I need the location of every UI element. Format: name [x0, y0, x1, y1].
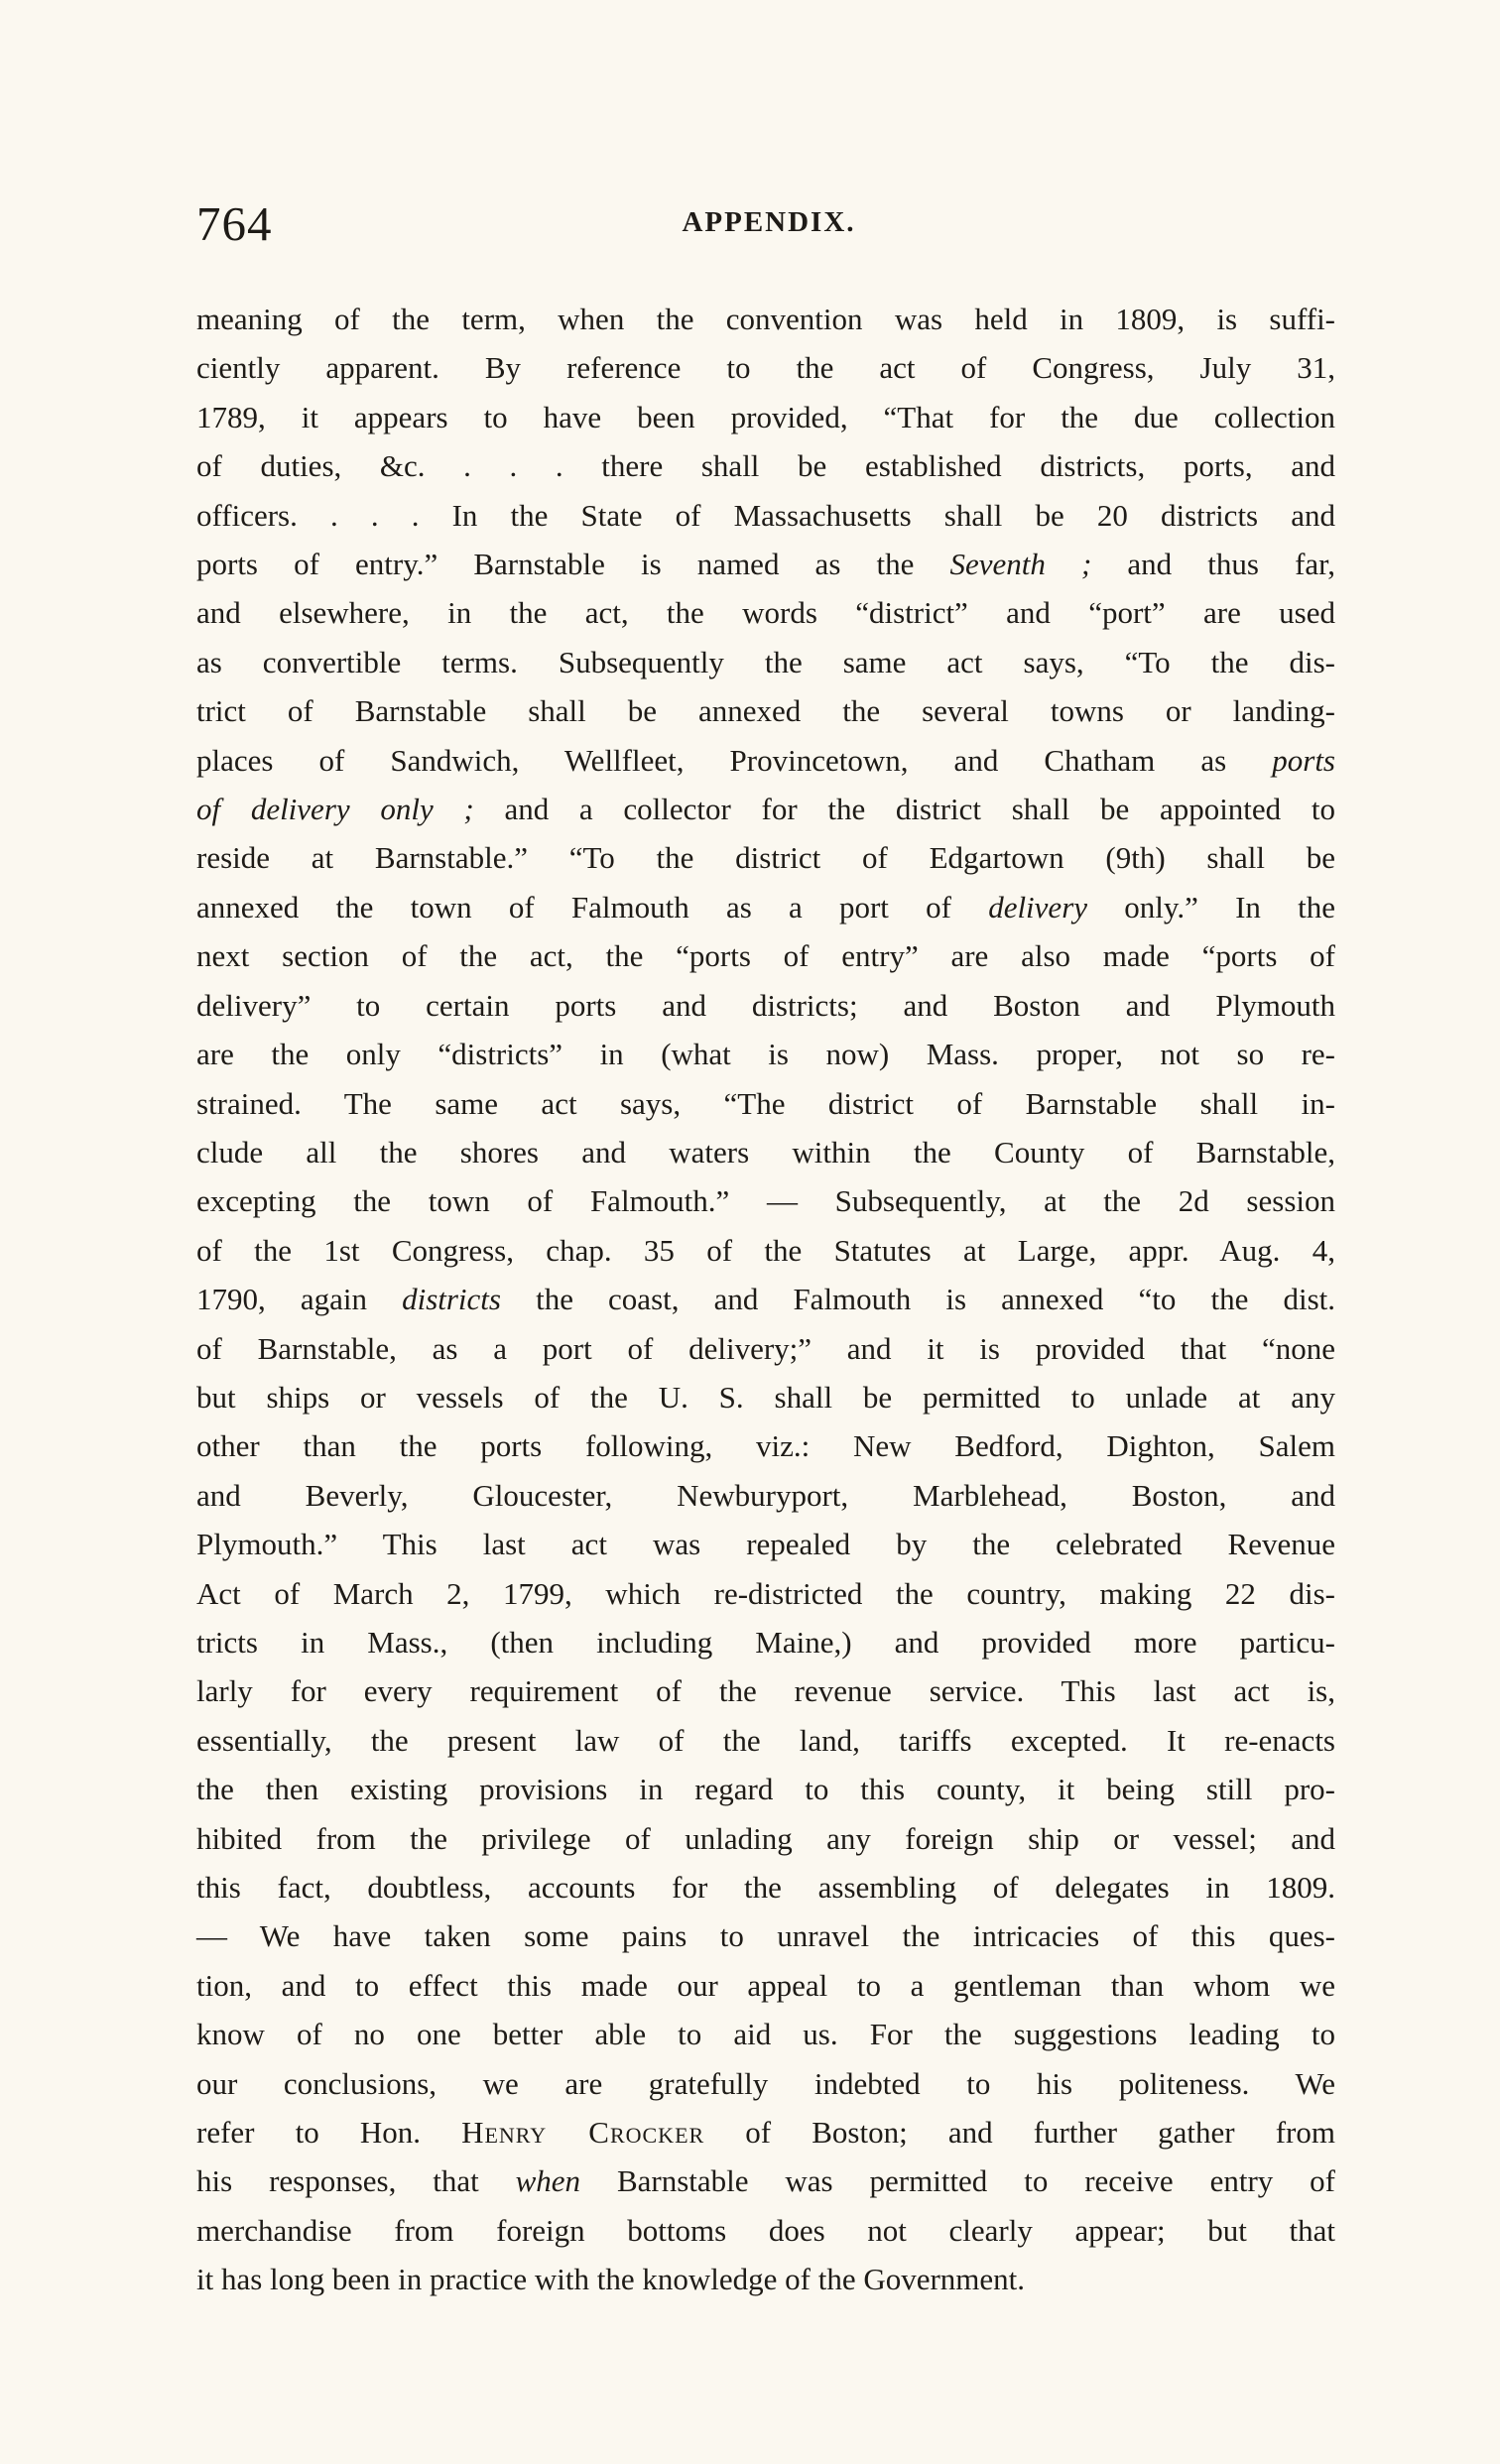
text-run: refer to Hon.	[196, 2115, 462, 2151]
text-line	[196, 931, 1335, 980]
text-run: ciently apparent. By reference to the act of Congress, July 31,	[196, 350, 1335, 386]
text-run: meaning of the term, when the convention was held in 1809, is suffi-	[196, 302, 1335, 336]
text-run: but ships or vessels of the U. S. shall be permitted to unlade at any	[196, 1379, 1335, 1415]
italic-text: Seventh ;	[949, 547, 1092, 582]
running-head: APPENDIX.	[682, 206, 856, 238]
text-line	[196, 981, 1335, 1030]
text-line	[196, 1079, 1335, 1128]
text-line	[196, 1618, 1335, 1666]
text-run: essentially, the present law of the land, tariffs excepted. It re-enacts	[196, 1722, 1335, 1758]
text-line	[196, 1814, 1335, 1863]
text-run: larly for every requirement of the revenue service. This last act is,	[196, 1673, 1335, 1709]
text-line	[196, 1863, 1335, 1911]
text-line	[196, 1324, 1335, 1373]
text-line	[196, 393, 1335, 441]
text-run: our conclusions, we are gratefully indebted to his politeness. We	[196, 2065, 1335, 2101]
text-line	[196, 2156, 1335, 2205]
small-caps-name: Henry Crocker	[461, 2115, 705, 2151]
text-run: the then existing provisions in regard to this county, it being still pro-	[196, 1772, 1335, 1807]
text-line	[196, 2206, 1335, 2255]
text-run: and elsewhere, in the act, the words “district” and “port” are used	[196, 595, 1335, 631]
text-run: and thus far,	[1091, 547, 1335, 582]
text-run: of duties, &c. . . . there shall be established districts, ports, and	[196, 448, 1335, 484]
body-text	[196, 295, 1335, 2304]
text-run: Plymouth.” This last act was repealed by the celebrated Revenue	[196, 1527, 1335, 1562]
text-run: Barnstable was permitted to receive entry of	[580, 2163, 1335, 2199]
text-line	[196, 1421, 1335, 1470]
text-run: as convertible terms. Subsequently the same act says, “To the dis-	[196, 644, 1335, 679]
text-run: it has long been in practice with the knowledge of the Government.	[196, 2262, 1026, 2297]
italic-text: districts	[402, 1282, 501, 1317]
page-header	[196, 194, 1341, 254]
text-line	[196, 2255, 1335, 2303]
text-run: and a collector for the district shall be appointed to	[473, 792, 1335, 827]
text-line	[196, 1226, 1335, 1275]
text-run: the coast, and Falmouth is annexed “to the dist.	[500, 1282, 1335, 1317]
text-line	[196, 1373, 1335, 1421]
text-line	[196, 686, 1335, 735]
text-run: — We have taken some pains to unravel the intricacies of this ques-	[196, 1918, 1335, 1954]
text-line	[196, 2059, 1335, 2108]
text-line	[196, 1176, 1335, 1225]
text-line	[196, 785, 1335, 833]
text-run: clude all the shores and waters within the County of Barnstable,	[196, 1134, 1335, 1170]
text-run: reside at Barnstable.” “To the district of Edgartown (9th) shall be	[196, 840, 1335, 876]
text-line	[196, 1716, 1335, 1765]
text-line	[196, 1911, 1335, 1960]
text-run: merchandise from foreign bottoms does not clearly appear; but that	[196, 2212, 1335, 2248]
text-line	[196, 1666, 1335, 1715]
text-line	[196, 833, 1335, 882]
italic-text: when	[515, 2163, 581, 2199]
text-line	[196, 2010, 1335, 2058]
text-run: his responses, that	[196, 2163, 516, 2199]
text-line	[196, 1520, 1335, 1568]
text-run: tricts in Mass., (then including Maine,) and provided more particu-	[196, 1624, 1335, 1660]
text-run: hibited from the privilege of unlading any foreign ship or vessel; and	[196, 1820, 1335, 1856]
page-number: 764	[196, 196, 273, 251]
text-run: of Boston; and further gather from	[704, 2115, 1335, 2151]
italic-text: of delivery only ;	[196, 792, 474, 827]
text-run: are the only “districts” in (what is now) Mass. proper, not so re-	[196, 1037, 1335, 1072]
text-run: 1789, it appears to have been provided, “That for the due collection	[196, 399, 1335, 434]
text-line	[196, 588, 1335, 637]
text-line	[196, 441, 1335, 490]
text-run: trict of Barnstable shall be annexed the several towns or landing-	[196, 693, 1335, 729]
text-run: Act of March 2, 1799, which re-districted the country, making 22 dis-	[196, 1575, 1335, 1611]
text-run: of the 1st Congress, chap. 35 of the Statutes at Large, appr. Aug. 4,	[196, 1232, 1335, 1268]
text-run: of Barnstable, as a port of delivery;” and it is provided that “none	[196, 1330, 1335, 1366]
text-line	[196, 1961, 1335, 2010]
text-line	[196, 1275, 1335, 1323]
text-line	[196, 1765, 1335, 1813]
text-run: officers. . . . In the State of Massachusetts shall be 20 districts and	[196, 497, 1335, 533]
text-line	[196, 1569, 1335, 1618]
text-line	[196, 1128, 1335, 1176]
text-run: excepting the town of Falmouth.” — Subsequently, at the 2d session	[196, 1183, 1335, 1219]
text-line	[196, 343, 1335, 392]
text-line	[196, 295, 1335, 343]
text-line	[196, 2108, 1335, 2156]
text-run: only.” In the	[1087, 889, 1335, 924]
text-run: delivery” to certain ports and districts; and Boston and Plymouth	[196, 987, 1335, 1023]
text-run: annexed the town of Falmouth as a port of	[196, 889, 989, 924]
text-run: ports of entry.” Barnstable is named as the	[196, 547, 950, 582]
text-line	[196, 491, 1335, 540]
text-line	[196, 540, 1335, 588]
text-line	[196, 1471, 1335, 1520]
italic-text: ports	[1272, 742, 1335, 778]
text-run: strained. The same act says, “The district of Barnstable shall in-	[196, 1085, 1335, 1121]
text-line	[196, 1030, 1335, 1078]
text-line	[196, 883, 1335, 931]
text-run: and Beverly, Gloucester, Newburyport, Marblehead, Boston, and	[196, 1477, 1335, 1513]
text-run: other than the ports following, viz.: New Bedford, Dighton, Salem	[196, 1428, 1335, 1464]
text-run: know of no one better able to aid us. For the suggestions leading to	[196, 2017, 1335, 2052]
text-line	[196, 736, 1335, 785]
text-run: tion, and to effect this made our appeal to a gentleman than whom we	[196, 1967, 1335, 2003]
text-run: 1790, again	[196, 1282, 403, 1317]
italic-text: delivery	[988, 889, 1088, 924]
text-run: next section of the act, the “ports of entry” are also made “ports of	[196, 938, 1335, 974]
text-run: places of Sandwich, Wellfleet, Provincetown, and Chatham as	[196, 742, 1273, 778]
text-line	[196, 638, 1335, 686]
text-run: this fact, doubtless, accounts for the assembling of delegates in 1809.	[196, 1870, 1335, 1905]
